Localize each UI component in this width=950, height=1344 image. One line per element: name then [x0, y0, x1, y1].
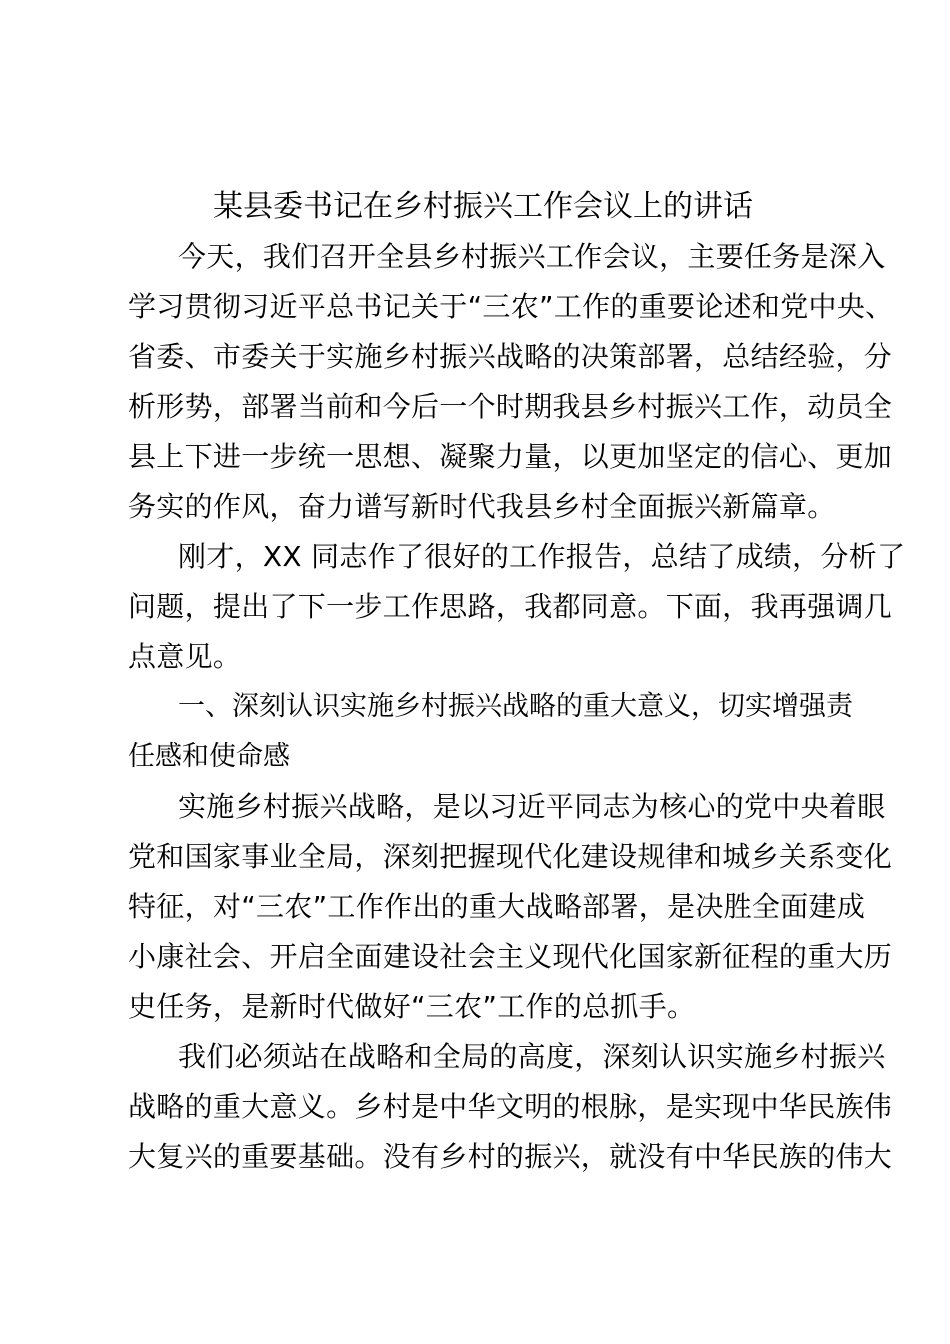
- paragraph-line: 今天，我们召开全县乡村振兴工作会议，主要任务是深入: [178, 240, 886, 273]
- document-page: [128, 182, 906, 1182]
- section-heading-one: [128, 682, 853, 782]
- paragraph-line: 县上下进一步统一思想、凝聚力量，以更加坚定的信心、更加: [128, 440, 893, 473]
- paragraph-line: 务实的作风，奋力谱写新时代我县乡村全面振兴新篇章。: [128, 490, 836, 523]
- paragraph-line: 史任务，是新时代做好“三农”工作的总抓手。: [128, 990, 696, 1023]
- heading-line: 一、深刻认识实施乡村振兴战略的重大意义，切实增强责: [178, 691, 853, 722]
- document-title: 某县委书记在乡村振兴工作会议上的讲话: [213, 189, 753, 224]
- paragraph-line: 实施乡村振兴战略，是以习近平同志为核心的党中央着眼: [178, 790, 886, 823]
- paragraph-line: 党和国家事业全局，深刻把握现代化建设规律和城乡关系变化: [128, 840, 893, 873]
- paragraph-line: 省委、市委关于实施乡村振兴战略的决策部署，总结经验，分: [128, 340, 893, 373]
- paragraph-line: 战略的重大意义。乡村是中华文明的根脉，是实现中华民族伟: [128, 1090, 893, 1123]
- paragraph-line: 小康社会、开启全面建设社会主义现代化国家新征程的重大历: [128, 940, 893, 973]
- paragraph-line: 大复兴的重要基础。没有乡村的振兴，就没有中华民族的伟大: [128, 1140, 893, 1173]
- paragraph-strategy: [128, 782, 893, 1032]
- paragraph-opening: [128, 232, 894, 532]
- paragraph-significance: [128, 1032, 893, 1182]
- paragraph-line: 特征，对“三农”工作作出的重大战略部署，是决胜全面建成: [128, 890, 866, 923]
- paragraph-line: 点意见。: [128, 640, 242, 673]
- paragraph-line: 刚才，XX 同志作了很好的工作报告，总结了成绩，分析了: [178, 540, 906, 573]
- paragraph-line: 学习贯彻习近平总书记关于“三农”工作的重要论述和党中央、: [128, 290, 894, 323]
- paragraph-line: 我们必须站在战略和全局的高度，深刻认识实施乡村振兴: [178, 1040, 886, 1073]
- heading-line: 任感和使命感: [128, 741, 290, 772]
- paragraph-line: 析形势，部署当前和今后一个时期我县乡村振兴工作，动员全: [128, 390, 893, 423]
- paragraph-report-comment: [128, 532, 906, 682]
- paragraph-line: 问题，提出了下一步工作思路，我都同意。下面，我再强调几: [128, 590, 893, 623]
